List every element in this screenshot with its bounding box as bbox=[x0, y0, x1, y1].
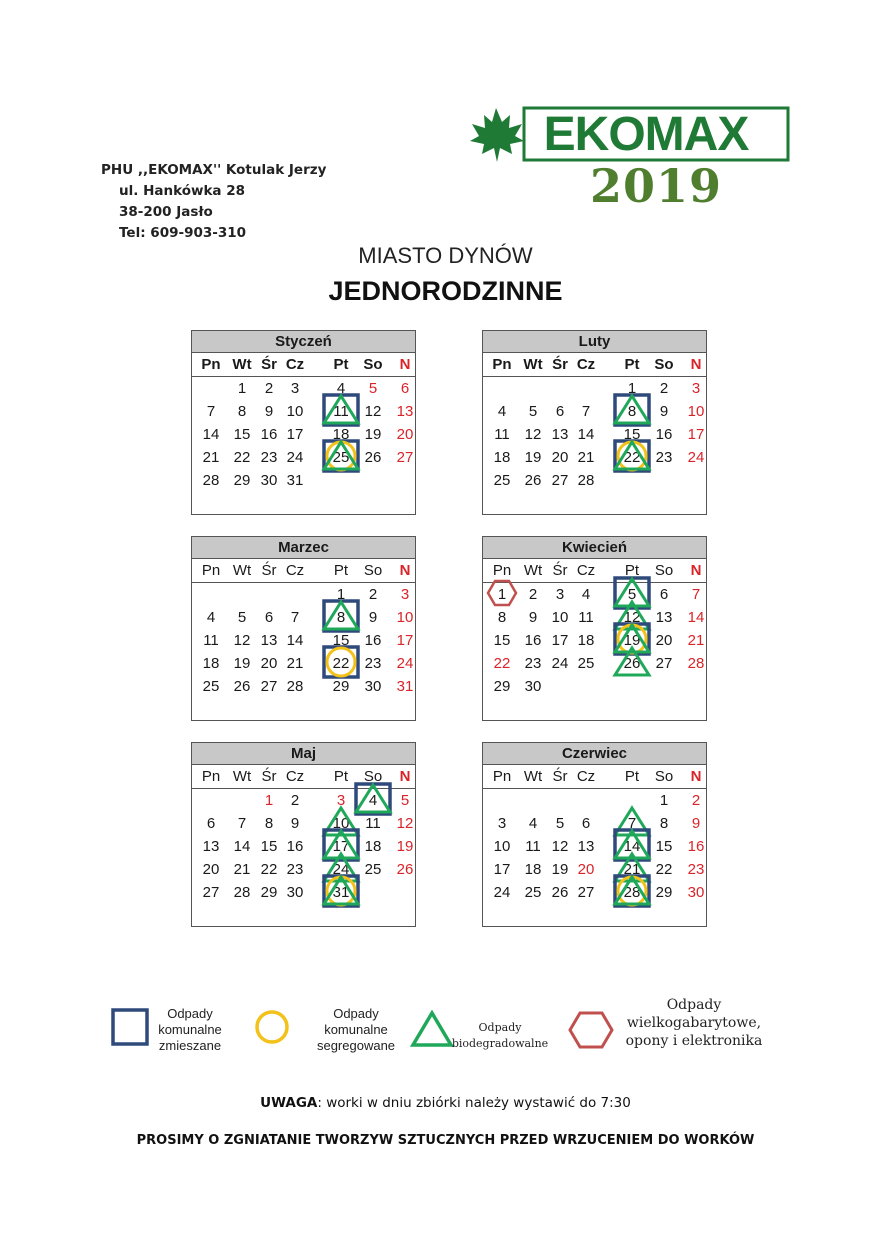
calendar-day: 11 bbox=[203, 632, 219, 649]
calendar-day: 17 bbox=[551, 632, 569, 649]
weekday-header bbox=[483, 559, 706, 583]
calendar-day: 7 bbox=[627, 815, 637, 832]
calendar-day: 29 bbox=[233, 472, 251, 489]
calendar-day: 25 bbox=[364, 861, 382, 878]
calendar-day: 22 bbox=[233, 449, 251, 466]
weekday-label: Pt bbox=[624, 356, 640, 373]
calendar-day: 23 bbox=[524, 655, 542, 672]
calendar-day: 8 bbox=[237, 403, 247, 420]
calendar-day: 17 bbox=[286, 426, 304, 443]
calendar-day: 3 bbox=[691, 380, 701, 397]
calendar-day: 7 bbox=[581, 403, 591, 420]
weekday-label: So bbox=[363, 562, 383, 579]
calendar-day: 5 bbox=[627, 586, 637, 603]
calendar-day: 25 bbox=[493, 472, 511, 489]
weekday-label: Cz bbox=[576, 768, 596, 785]
calendar-day: 9 bbox=[691, 815, 701, 832]
calendar-day: 23 bbox=[364, 655, 382, 672]
calendar-day: 20 bbox=[396, 426, 414, 443]
calendar-day: 18 bbox=[202, 655, 220, 672]
calendar-day: 10 bbox=[332, 815, 350, 832]
calendar-week bbox=[483, 835, 706, 858]
calendar-day: 25 bbox=[332, 449, 350, 466]
calendar-day: 7 bbox=[206, 403, 216, 420]
calendar-day: 10 bbox=[493, 838, 511, 855]
calendar-day: 16 bbox=[260, 426, 278, 443]
weekday-label: Śr bbox=[552, 768, 568, 785]
weekday-label: Wt bbox=[523, 562, 543, 579]
calendar-day: 27 bbox=[551, 472, 569, 489]
calendar-week bbox=[192, 400, 415, 423]
weekday-label: Śr bbox=[552, 356, 568, 373]
weekday-label: Wt bbox=[523, 356, 543, 373]
calendar-day: 9 bbox=[264, 403, 274, 420]
month-5 bbox=[482, 742, 707, 927]
calendar-day: 8 bbox=[659, 815, 669, 832]
calendar-day: 27 bbox=[577, 884, 595, 901]
calendar-week bbox=[483, 583, 706, 606]
calendar-day: 11 bbox=[578, 609, 594, 626]
segregated-waste-circle-icon bbox=[252, 1008, 292, 1048]
calendar-week bbox=[483, 377, 706, 400]
weekday-label: Cz bbox=[285, 356, 305, 373]
weekday-label: Pn bbox=[492, 768, 512, 785]
calendar-day: 28 bbox=[687, 655, 705, 672]
calendar-day: 6 bbox=[206, 815, 216, 832]
calendar-day: 8 bbox=[497, 609, 507, 626]
calendar-day: 18 bbox=[577, 632, 595, 649]
calendar-day: 25 bbox=[524, 884, 542, 901]
month-3 bbox=[482, 536, 707, 721]
weekday-label: Wt bbox=[523, 768, 543, 785]
calendar-week bbox=[483, 675, 706, 698]
bulky-waste-hexagon-icon bbox=[568, 1010, 614, 1050]
calendar-day: 31 bbox=[396, 678, 414, 695]
calendar-day: 22 bbox=[623, 449, 641, 466]
calendar-day: 30 bbox=[364, 678, 382, 695]
weekday-label: Wt bbox=[232, 562, 252, 579]
calendar-day: 4 bbox=[497, 403, 507, 420]
calendar-day: 13 bbox=[202, 838, 220, 855]
month-title: Marzec bbox=[192, 536, 415, 559]
calendar-day: 2 bbox=[264, 380, 274, 397]
calendar-day: 4 bbox=[528, 815, 538, 832]
calendar-week bbox=[192, 881, 415, 904]
calendar-day: 28 bbox=[202, 472, 220, 489]
calendar-day: 6 bbox=[659, 586, 669, 603]
weekday-label: N bbox=[399, 562, 411, 579]
calendar-day: 20 bbox=[577, 861, 595, 878]
month-title: Czerwiec bbox=[483, 742, 706, 765]
calendar-day: 14 bbox=[623, 838, 641, 855]
weekday-label: Pn bbox=[201, 356, 221, 373]
calendar-day: 15 bbox=[655, 838, 673, 855]
calendar-day: 19 bbox=[364, 426, 382, 443]
calendar-day: 25 bbox=[202, 678, 220, 695]
calendar-day: 12 bbox=[623, 609, 641, 626]
company-street: ul. Hankówka 28 bbox=[119, 183, 246, 199]
weekday-label: Wt bbox=[232, 768, 252, 785]
calendar-day: 30 bbox=[524, 678, 542, 695]
calendar-day: 11 bbox=[333, 403, 349, 420]
calendar-day: 13 bbox=[396, 403, 414, 420]
weekday-header bbox=[192, 353, 415, 377]
calendar-day: 11 bbox=[494, 426, 510, 443]
calendar-day: 17 bbox=[396, 632, 414, 649]
weekday-label: Cz bbox=[576, 562, 596, 579]
weekday-label: So bbox=[654, 768, 674, 785]
calendar-day: 26 bbox=[396, 861, 414, 878]
mixed-waste-square-icon bbox=[111, 1008, 149, 1046]
legend-bio-label: Odpady biodegradowalne bbox=[451, 1021, 549, 1050]
calendar-day: 15 bbox=[623, 426, 641, 443]
company-address bbox=[101, 160, 326, 244]
calendar-week bbox=[483, 469, 706, 492]
weekday-label: N bbox=[690, 356, 702, 373]
calendar-day: 14 bbox=[286, 632, 304, 649]
calendar-day: 5 bbox=[368, 380, 378, 397]
logo-text: EKOMAX bbox=[543, 108, 749, 161]
year-label: 2019 bbox=[590, 159, 723, 213]
calendar-day: 15 bbox=[260, 838, 278, 855]
weekday-header bbox=[483, 765, 706, 789]
weekday-header bbox=[192, 559, 415, 583]
calendar-day: 19 bbox=[233, 655, 251, 672]
calendar-day: 10 bbox=[286, 403, 304, 420]
calendar-day: 29 bbox=[655, 884, 673, 901]
calendar-day: 8 bbox=[264, 815, 274, 832]
calendar-day: 18 bbox=[364, 838, 382, 855]
calendar-day: 11 bbox=[365, 815, 381, 832]
calendar-day: 8 bbox=[627, 403, 637, 420]
calendar-week bbox=[483, 652, 706, 675]
calendar-day: 13 bbox=[551, 426, 569, 443]
calendar-week bbox=[192, 812, 415, 835]
calendar-day: 6 bbox=[581, 815, 591, 832]
calendar-day: 31 bbox=[332, 884, 350, 901]
calendar-day: 4 bbox=[336, 380, 346, 397]
weekday-label: N bbox=[690, 562, 702, 579]
calendar-week bbox=[192, 469, 415, 492]
calendar-day: 12 bbox=[396, 815, 414, 832]
calendar-day: 24 bbox=[493, 884, 511, 901]
calendar-day: 22 bbox=[493, 655, 511, 672]
calendar-day: 6 bbox=[400, 380, 410, 397]
calendar-day: 21 bbox=[623, 861, 641, 878]
calendar-day: 24 bbox=[332, 861, 350, 878]
month-4 bbox=[191, 742, 416, 927]
calendar-day: 15 bbox=[493, 632, 511, 649]
legend-segregated-label: Odpady komunalne segregowane bbox=[316, 1006, 396, 1053]
calendar-day: 17 bbox=[687, 426, 705, 443]
calendar-week bbox=[483, 400, 706, 423]
company-city: 38-200 Jasło bbox=[119, 204, 213, 220]
weekday-label: Pt bbox=[333, 562, 349, 579]
calendar-day: 1 bbox=[497, 586, 507, 603]
calendar-week bbox=[192, 675, 415, 698]
calendar-day: 21 bbox=[233, 861, 251, 878]
calendar-day: 22 bbox=[655, 861, 673, 878]
calendar-day: 25 bbox=[577, 655, 595, 672]
calendar-day: 14 bbox=[687, 609, 705, 626]
calendar-day: 10 bbox=[396, 609, 414, 626]
calendar-day: 2 bbox=[659, 380, 669, 397]
calendar-week bbox=[483, 446, 706, 469]
calendar-day: 7 bbox=[237, 815, 247, 832]
calendar-day: 3 bbox=[290, 380, 300, 397]
calendar-day: 6 bbox=[555, 403, 565, 420]
weekday-label: Cz bbox=[285, 562, 305, 579]
calendar-day: 13 bbox=[655, 609, 673, 626]
calendar-day: 15 bbox=[233, 426, 251, 443]
calendar-day: 3 bbox=[497, 815, 507, 832]
calendar-day: 11 bbox=[525, 838, 541, 855]
calendar-week bbox=[483, 423, 706, 446]
weekday-header bbox=[192, 765, 415, 789]
calendar-day: 12 bbox=[233, 632, 251, 649]
calendar-day: 9 bbox=[290, 815, 300, 832]
calendar-day: 14 bbox=[577, 426, 595, 443]
calendar-day: 22 bbox=[260, 861, 278, 878]
calendar-week bbox=[192, 423, 415, 446]
month-2 bbox=[191, 536, 416, 721]
weekday-label: Pn bbox=[492, 562, 512, 579]
calendar-week bbox=[483, 606, 706, 629]
weekday-label: Cz bbox=[576, 356, 596, 373]
warning-text: : worki w dniu zbiórki należy wystawić do 7:30 bbox=[317, 1095, 631, 1111]
calendar-day: 23 bbox=[260, 449, 278, 466]
weekday-label: So bbox=[654, 356, 674, 373]
weekday-label: Pt bbox=[333, 356, 349, 373]
calendar-day: 27 bbox=[396, 449, 414, 466]
calendar-day: 28 bbox=[577, 472, 595, 489]
calendar-day: 9 bbox=[528, 609, 538, 626]
calendar-day: 1 bbox=[336, 586, 346, 603]
calendar-day: 12 bbox=[551, 838, 569, 855]
calendar-day: 20 bbox=[551, 449, 569, 466]
warning-label: UWAGA bbox=[260, 1095, 318, 1111]
calendar-day: 17 bbox=[493, 861, 511, 878]
calendar-day: 24 bbox=[687, 449, 705, 466]
calendar-day: 18 bbox=[332, 426, 350, 443]
calendar-day: 21 bbox=[687, 632, 705, 649]
weekday-label: Cz bbox=[285, 768, 305, 785]
weekday-header bbox=[483, 353, 706, 377]
calendar-day: 28 bbox=[623, 884, 641, 901]
calendar-day: 29 bbox=[332, 678, 350, 695]
calendar-week bbox=[483, 789, 706, 812]
weekday-label: Śr bbox=[261, 356, 277, 373]
calendar-day: 19 bbox=[623, 632, 641, 649]
calendar-day: 14 bbox=[202, 426, 220, 443]
calendar-day: 7 bbox=[290, 609, 300, 626]
calendar-day: 20 bbox=[202, 861, 220, 878]
calendar-day: 7 bbox=[691, 586, 701, 603]
calendar-day: 1 bbox=[659, 792, 669, 809]
calendar-day: 19 bbox=[524, 449, 542, 466]
calendar-day: 26 bbox=[233, 678, 251, 695]
calendar-day: 23 bbox=[655, 449, 673, 466]
calendar-day: 20 bbox=[260, 655, 278, 672]
calendar-day: 28 bbox=[233, 884, 251, 901]
calendar-week bbox=[483, 881, 706, 904]
calendar-week bbox=[483, 629, 706, 652]
calendar-day: 16 bbox=[364, 632, 382, 649]
calendar-day: 21 bbox=[577, 449, 595, 466]
weekday-label: Pt bbox=[624, 562, 640, 579]
weekday-label: N bbox=[399, 356, 411, 373]
calendar-day: 21 bbox=[202, 449, 220, 466]
calendar-day: 26 bbox=[551, 884, 569, 901]
calendar-day: 10 bbox=[687, 403, 705, 420]
calendar-day: 15 bbox=[332, 632, 350, 649]
calendar-day: 13 bbox=[260, 632, 278, 649]
calendar-day: 26 bbox=[524, 472, 542, 489]
calendar-day: 23 bbox=[687, 861, 705, 878]
weekday-label: Pn bbox=[492, 356, 512, 373]
calendar-day: 5 bbox=[400, 792, 410, 809]
calendar-day: 10 bbox=[551, 609, 569, 626]
weekday-label: Pt bbox=[624, 768, 640, 785]
bio-waste-triangle-icon bbox=[410, 1010, 454, 1048]
calendar-day: 14 bbox=[233, 838, 251, 855]
weekday-label: Śr bbox=[261, 768, 277, 785]
month-1 bbox=[482, 330, 707, 515]
calendar-week bbox=[483, 858, 706, 881]
calendar-week bbox=[192, 377, 415, 400]
weekday-label: N bbox=[399, 768, 411, 785]
calendar-day: 18 bbox=[524, 861, 542, 878]
weekday-label: Pt bbox=[333, 768, 349, 785]
town-title: MIASTO DYNÓW bbox=[358, 243, 533, 268]
calendar-day: 2 bbox=[691, 792, 701, 809]
calendar-day: 2 bbox=[368, 586, 378, 603]
calendar-day: 3 bbox=[336, 792, 346, 809]
calendar-day: 16 bbox=[524, 632, 542, 649]
calendar-day: 9 bbox=[368, 609, 378, 626]
calendar-day: 16 bbox=[655, 426, 673, 443]
calendar-day: 2 bbox=[290, 792, 300, 809]
calendar-day: 4 bbox=[368, 792, 378, 809]
calendar-day: 1 bbox=[627, 380, 637, 397]
company-name: PHU ,,EKOMAX'' Kotulak Jerzy bbox=[101, 162, 327, 178]
calendar-day: 30 bbox=[260, 472, 278, 489]
compress-plastics-note: PROSIMY O ZGNIATANIE TWORZYW SZTUCZNYCH PRZED WRZUCENIEM DO WORKÓW bbox=[136, 1133, 755, 1148]
legend-mixed-label: Odpady komunalne zmieszane bbox=[158, 1006, 222, 1053]
calendar-week bbox=[192, 835, 415, 858]
calendar-day: 29 bbox=[493, 678, 511, 695]
calendar-day: 12 bbox=[364, 403, 382, 420]
calendar-day: 18 bbox=[493, 449, 511, 466]
calendar-day: 4 bbox=[206, 609, 216, 626]
calendar-week bbox=[192, 789, 415, 812]
calendar-day: 26 bbox=[623, 655, 641, 672]
weekday-label: Wt bbox=[232, 356, 252, 373]
calendar-day: 27 bbox=[655, 655, 673, 672]
calendar-week bbox=[483, 812, 706, 835]
weekday-label: So bbox=[363, 768, 383, 785]
month-title: Maj bbox=[192, 742, 415, 765]
calendar-day: 1 bbox=[264, 792, 274, 809]
weekday-label: N bbox=[690, 768, 702, 785]
calendar-day: 27 bbox=[202, 884, 220, 901]
weekday-label: Śr bbox=[261, 562, 277, 579]
calendar-day: 12 bbox=[524, 426, 542, 443]
category-title: JEDNORODZINNE bbox=[328, 276, 563, 306]
calendar-day: 24 bbox=[396, 655, 414, 672]
calendar-day: 5 bbox=[237, 609, 247, 626]
calendar-day: 20 bbox=[655, 632, 673, 649]
weekday-label: So bbox=[654, 562, 674, 579]
calendar-day: 8 bbox=[336, 609, 346, 626]
calendar-day: 19 bbox=[551, 861, 569, 878]
calendar-day: 24 bbox=[551, 655, 569, 672]
company-phone: Tel: 609-903-310 bbox=[119, 225, 247, 241]
calendar-day: 29 bbox=[260, 884, 278, 901]
month-0 bbox=[191, 330, 416, 515]
legend bbox=[0, 997, 891, 1070]
calendar-day: 30 bbox=[687, 884, 705, 901]
calendar-week bbox=[192, 652, 415, 675]
calendar-day: 6 bbox=[264, 609, 274, 626]
collection-time-note bbox=[0, 1095, 891, 1111]
calendar-day: 16 bbox=[286, 838, 304, 855]
weekday-label: Śr bbox=[552, 562, 568, 579]
leaf-icon bbox=[470, 108, 524, 162]
calendar-day: 21 bbox=[286, 655, 304, 672]
calendar-day: 24 bbox=[286, 449, 304, 466]
calendar-day: 28 bbox=[286, 678, 304, 695]
calendar-day: 5 bbox=[528, 403, 538, 420]
calendar-week bbox=[192, 606, 415, 629]
legend-bulky-label: Odpady wielkogabarytowe, opony i elektronika bbox=[625, 997, 763, 1049]
calendar-day: 31 bbox=[286, 472, 304, 489]
calendar-week bbox=[192, 858, 415, 881]
calendar-week bbox=[192, 629, 415, 652]
weekday-label: Pn bbox=[201, 768, 221, 785]
month-title: Luty bbox=[483, 330, 706, 353]
weekday-label: So bbox=[363, 356, 383, 373]
calendar-day: 2 bbox=[528, 586, 538, 603]
calendar-week bbox=[192, 446, 415, 469]
calendar-day: 19 bbox=[396, 838, 414, 855]
calendar-day: 13 bbox=[577, 838, 595, 855]
calendar-day: 1 bbox=[237, 380, 247, 397]
calendar-day: 16 bbox=[687, 838, 705, 855]
calendar-day: 3 bbox=[400, 586, 410, 603]
calendar-day: 3 bbox=[555, 586, 565, 603]
ekomax-logo bbox=[466, 106, 790, 164]
calendar-day: 26 bbox=[364, 449, 382, 466]
calendar-day: 23 bbox=[286, 861, 304, 878]
month-title: Styczeń bbox=[192, 330, 415, 353]
calendar-day: 9 bbox=[659, 403, 669, 420]
calendar-day: 27 bbox=[260, 678, 278, 695]
calendar-day: 17 bbox=[332, 838, 350, 855]
calendar-day: 4 bbox=[581, 586, 591, 603]
weekday-label: Pn bbox=[201, 562, 221, 579]
calendar-day: 30 bbox=[286, 884, 304, 901]
calendar-day: 22 bbox=[332, 655, 350, 672]
calendar-week bbox=[192, 583, 415, 606]
month-title: Kwiecień bbox=[483, 536, 706, 559]
calendar-day: 5 bbox=[555, 815, 565, 832]
